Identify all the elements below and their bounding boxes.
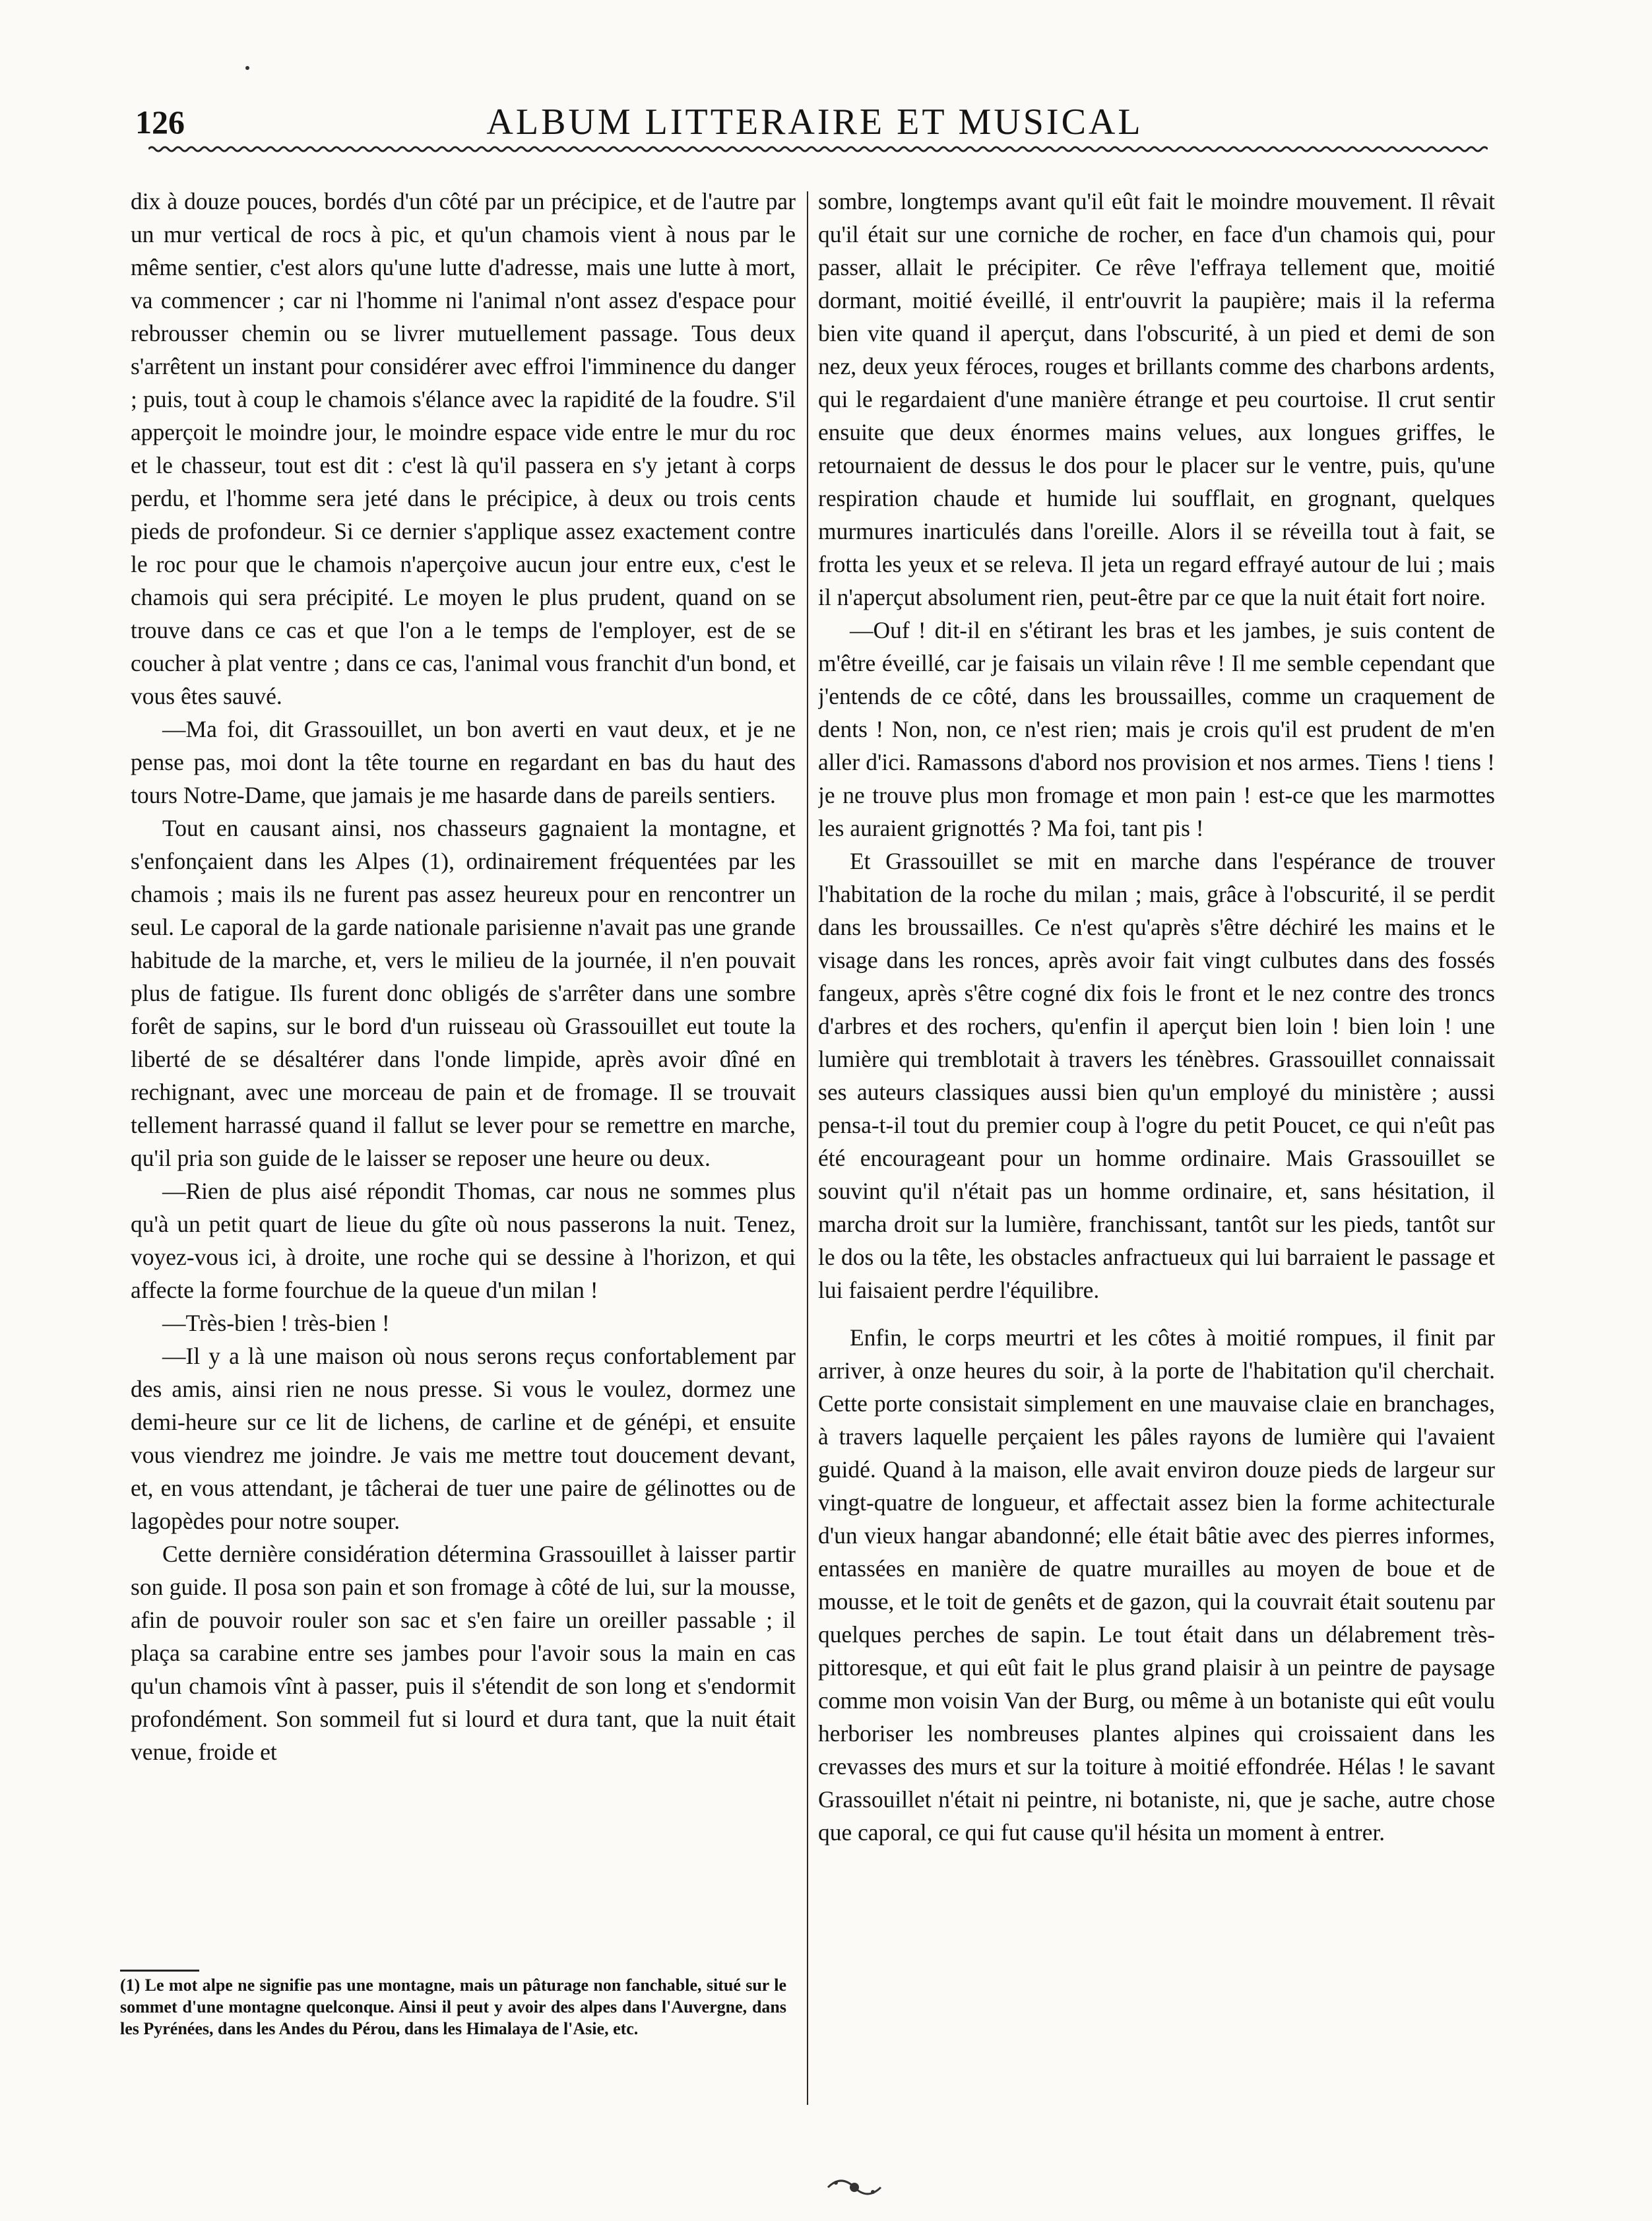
fleuron-ornament — [821, 2171, 887, 2204]
paragraph: Cette dernière considération détermina Grassouillet à laisser partir son guide. Il posa son pain et son fromage à côté de lui, sur la mousse, afin de pouvoir rouler son sac et s'en faire un oreiller passable ; il plaça sa carabine entre ses jambes pour l'avoir sous la main en cas qu'un chamois vînt à passer, puis il s'étendit de son long et s'endormit profondément. Son sommeil fut si lourd et dura tant, que la nuit était venue, froide et — [131, 1541, 796, 1765]
paragraph: Enfin, le corps meurtri et les côtes à moitié rompues, il finit par arriver, à onze heures du soir, à la porte de l'habitation qu'il cherchait. Cette porte consistait simplement en une mauvaise claie en branchages, à travers laquelle perçaient les pâles rayons de lumière qui l'avaient guidé. Quand à la maison, elle avait environ douze pieds de largeur sur vingt-quatre de longueur, et affectait assez bien la forme achitecturale d'un vieux hangar abandonné; elle était bâtie avec des pierres informes, entassées en manière de quatre murailles au moyen de boue et de mousse, et le toit de genêts et de gazon, qui la couvrait était soutenu par quelques perches de sapin. Le tout était dans un délabrement très-pittoresque, et qui eût fait le plus grand plaisir à un peintre de paysage comme mon voisin Van der Burg, ou même à un botaniste qui eût voulu herboriser les nombreuses plantes alpines qui croissaient dans les crevasses des murs et sur la toiture à moitié effondrée. Hélas ! le savant Grassouillet n'était ni peintre, ni botaniste, ni, que je sache, autre chose que caporal, ce qui fut cause qu'il hésita un moment à entrer. — [818, 1324, 1495, 1846]
paragraph: —Ouf ! dit-il en s'étirant les bras et les jambes, je suis content de m'être éveillé, car je faisais un vilain rêve ! Il me semble cependant que j'entends de ce côté, dans les broussailles, comme un craquement de dents ! Non, non, ce n'est rien; mais je crois qu'il est prudent de m'en aller d'ici. Ramassons d'abord nos provision et nos armes. Tiens ! tiens ! je ne trouve plus mon fromage et mon pain ! est-ce que les marmottes les auraient grignottés ? Ma foi, tant pis ! — [818, 617, 1495, 841]
paragraph: —Rien de plus aisé répondit Thomas, car nous ne sommes plus qu'à un petit quart de lieue du gîte où nous passerons la nuit. Tenez, voyez-vous ici, à droite, une roche qui se dessine à l'horizon, et qui affecte la forme fourchue de la queue d'un milan ! — [131, 1178, 796, 1303]
running-title: ALBUM LITTERAIRE ET MUSICAL — [486, 102, 1143, 143]
left-column — [131, 185, 796, 1953]
ink-speck — [245, 66, 249, 70]
footnote: (1) Le mot alpe ne signifie pas une montagne, mais un pâturage non fanchable, situé sur le sommet d'une montagne quelconque. Ainsi il peut y avoir des alpes dans l'Auvergne, dans les Pyrénées, dans les Andes du Pérou, dans les Himalaya de l'Asie, etc. — [120, 1976, 786, 2038]
paragraph: Et Grassouillet se mit en marche dans l'espérance de trouver l'habitation de la roche du milan ; mais, grâce à l'obscurité, il se perdit dans les broussailles. Ce n'est qu'après s'être déchiré les mains et le visage dans les ronces, après avoir fait vingt culbutes dans des fossés fangeux, après s'être cogné dix fois le front et le nez contre des troncs d'arbres et des rochers, qu'enfin il aperçut bien loin ! bien loin ! une lumière qui tremblotait à travers les ténèbres. Grassouillet connaissait ses auteurs classiques aussi bien qu'un employé du ministère ; aussi pensa-t-il tout du premier coup à l'ogre du petit Poucet, ce qui n'eût pas été encourageant pour un homme ordinaire. Mais Grassouillet se souvint qu'il n'était pas un homme ordinaire, et, sans hésitation, il marcha droit sur la lumière, franchissant, tantôt sur les pieds, tantôt sur le dos ou la tête, les obstacles anfractueux qui lui barraient le passage et lui faisaient perdre l'équilibre. — [818, 848, 1495, 1303]
paragraph: —Ma foi, dit Grassouillet, un bon averti en vaut deux, et je ne pense pas, moi dont la tête tourne en regardant en bas du haut des tours Notre-Dame, que jamais je me hasarde dans de pareils sentiers. — [131, 716, 796, 808]
paragraph: dix à douze pouces, bordés d'un côté par un précipice, et de l'autre par un mur vertical de rocs à pic, et qu'un chamois vient à nous par le même sentier, c'est alors qu'une lutte d'adresse, mais une lutte à mort, va commencer ; car ni l'homme ni l'animal n'ont assez d'espace pour rebrousser chemin ou se livrer mutuellement passage. Tous deux s'arrêtent un instant pour considérer avec effroi l'imminence du danger ; puis, tout à coup le chamois s'élance avec la rapidité de la foudre. S'il apperçoit le moindre jour, le moindre espace vide entre le mur du roc et le chasseur, tout est dit : c'est là qu'il passera en s'y jetant à corps perdu, et l'homme sera jeté dans le précipice, à deux ou trois cents pieds de profondeur. Si ce dernier s'applique assez exactement contre le roc pour que le chamois n'aperçoive aucun jour entre eux, c'est le chamois qui sera précipité. Le moyen le plus prudent, quand on se trouve dans ce cas et que l'on a le temps de l'employer, est de se coucher à plat ventre ; dans ce cas, l'animal vous franchit d'un bond, et vous êtes sauvé. — [131, 188, 796, 709]
right-column — [818, 185, 1495, 1953]
paragraph: Tout en causant ainsi, nos chasseurs gagnaient la montagne, et s'enfonçaient dans les Alpes (1), ordinairement fréquentées par les chamois ; mais ils ne furent pas assez heureux pour en rencontrer un seul. Le caporal de la garde nationale parisienne n'avait pas une grande habitude de la marche, et, vers le milieu de la journée, il n'en pouvait plus de fatigue. Ils furent donc obligés de s'arrêter dans une sombre forêt de sapins, sur le bord d'un ruisseau où Grassouillet eut toute la liberté de se désaltérer dans l'onde limpide, après avoir dîné en rechignant, avec une morceau de pain et de fromage. Il se trouvait tellement harrassé quand il fallut se lever pour se remettre en marche, qu'il pria son guide de le laisser se reposer une heure ou deux. — [131, 815, 796, 1171]
column-divider — [807, 191, 808, 2105]
page-number: 126 — [135, 104, 185, 141]
wavy-header-rule — [148, 144, 1488, 154]
paragraph: —Très-bien ! très-bien ! — [162, 1310, 390, 1336]
paragraph: —Il y a là une maison où nous serons reçus confortablement par des amis, ainsi rien ne nous presse. Si vous le voulez, dormez une demi-heure sur ce lit de lichens, de carline et de génépi, et ensuite vous viendrez me joindre. Je vais me mettre tout doucement devant, et, en vous attendant, je tâcherai de tuer une paire de gélinottes ou de lagopèdes pour notre souper. — [131, 1343, 796, 1534]
paragraph: sombre, longtemps avant qu'il eût fait le moindre mouvement. Il rêvait qu'il était sur une corniche de rocher, en face d'un chamois qui, pour passer, allait le précipiter. Ce rêve l'effraya tellement que, moitié dormant, moitié éveillé, il entr'ouvrit la paupière; mais il la referma bien vite quand il aperçut, dans l'obscurité, à un pied et demi de son nez, deux yeux féroces, rouges et brillants comme des charbons ardents, qui le regardaient d'une manière étrange et peu courtoise. Il crut sentir ensuite que deux énormes mains velues, aux longues griffes, le retournaient de dessus le dos pour le placer sur le ventre, puis, qu'une respiration chaude et humide lui soufflait, en grognant, quelques murmures inarticulés dans l'oreille. Alors il se réveilla tout à fait, se frotta les yeux et se releva. Il jeta un regard effrayé autour de lui ; mais il n'aperçut absolument rien, peut-être par ce que la nuit était fort noire. — [818, 188, 1495, 610]
footnote-rule — [120, 1970, 199, 1972]
